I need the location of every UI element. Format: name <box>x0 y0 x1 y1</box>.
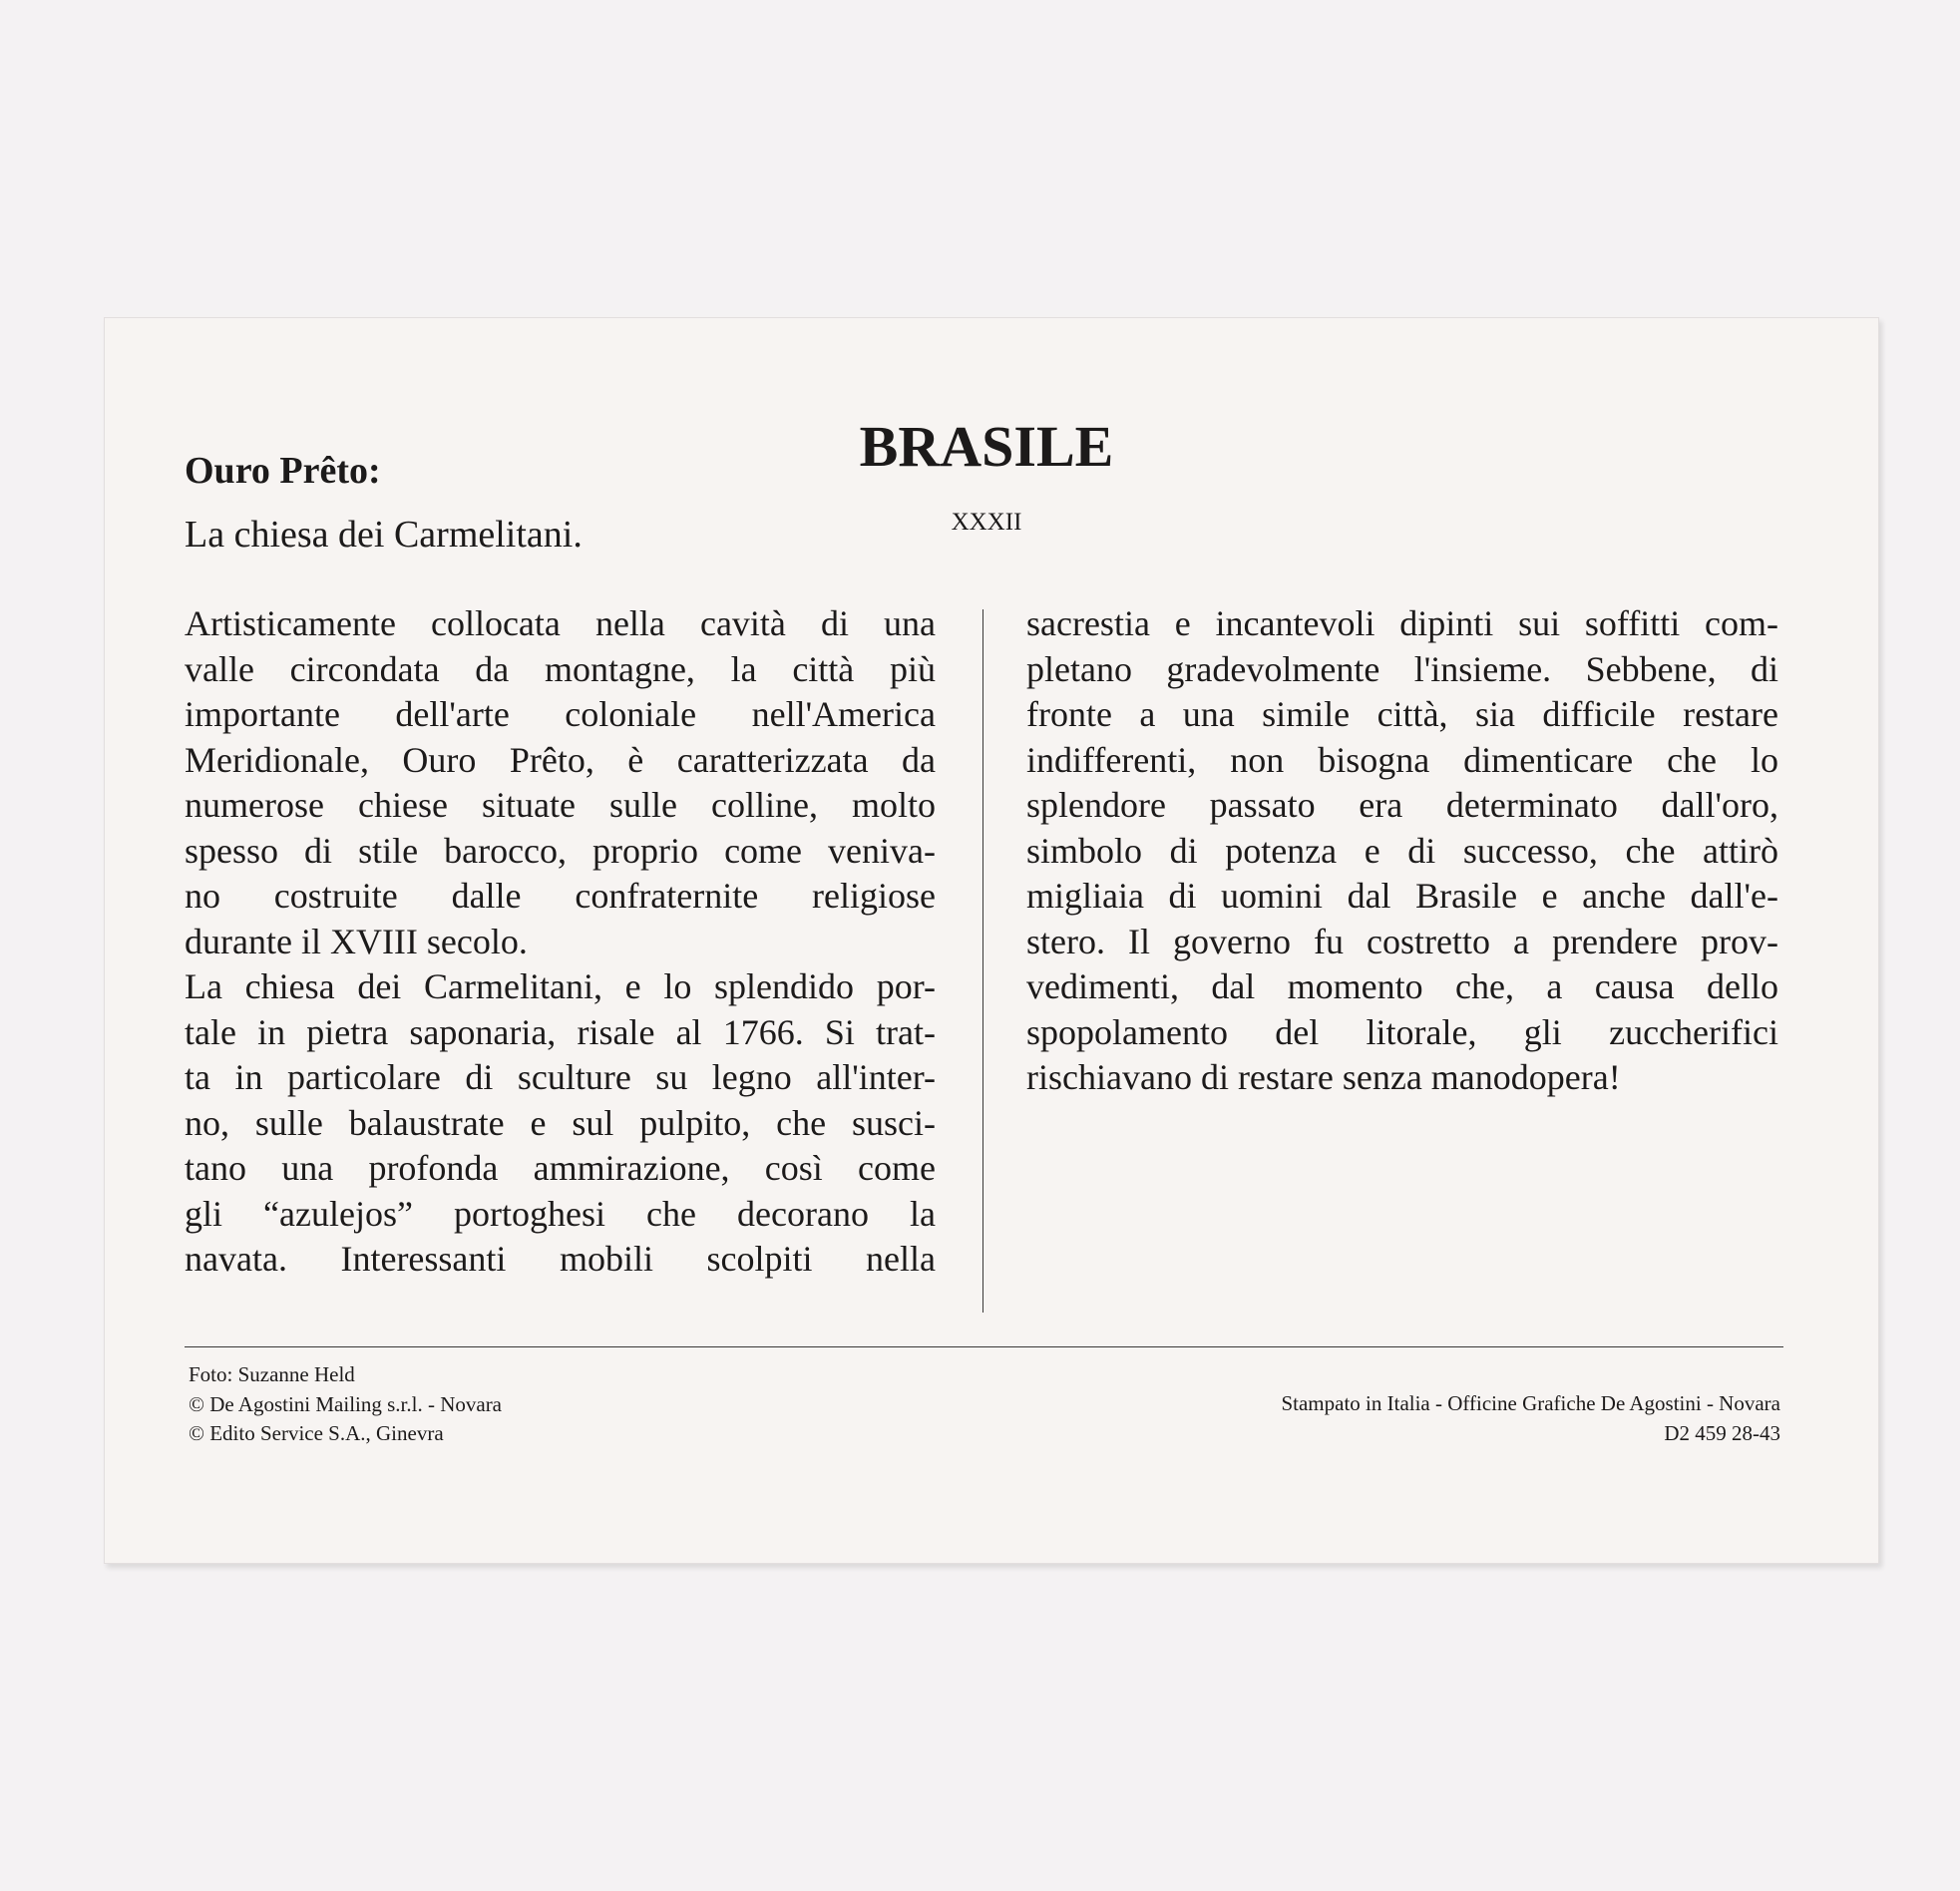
credits-block <box>189 1360 502 1449</box>
text-line: stero. Il governo fu costretto a prendere prov- <box>1026 921 1778 961</box>
country-title: BRASILE <box>859 414 1114 479</box>
text-line: tano una profonda ammirazione, così come <box>185 1148 936 1188</box>
printer-block <box>1281 1389 1780 1448</box>
text-line: numerose chiese situate sulle colline, molto <box>185 785 936 825</box>
text-line: pletano gradevolmente l'insieme. Sebbene, di <box>1026 648 1778 689</box>
text-line: ta in particolare di sculture su legno all'inter- <box>185 1057 936 1097</box>
text-line: indifferenti, non bisogna dimenticare che lo <box>1026 739 1778 780</box>
text-line: migliaia di uomini dal Brasile e anche dall'e- <box>1026 876 1778 916</box>
text-line: rischiavano di restare senza manodopera! <box>1026 1057 1621 1097</box>
text-line: tale in pietra saponaria, risale al 1766. Si trat- <box>185 1011 936 1052</box>
subtitle: La chiesa dei Carmelitani. <box>185 514 583 556</box>
body-text-left-column <box>185 601 936 1283</box>
column-divider <box>982 609 983 1313</box>
printer-info: Stampato in Italia - Officine Grafiche De Agostini - Novara <box>1281 1391 1780 1415</box>
text-line: importante dell'arte coloniale nell'America <box>185 694 936 734</box>
text-line: fronte a una simile città, sia difficile restare <box>1026 694 1778 734</box>
text-line: spesso di stile barocco, proprio come veniva- <box>185 830 936 871</box>
body-text-right-column <box>1026 601 1778 1101</box>
text-line: sacrestia e incantevoli dipinti sui soffitti com- <box>1026 603 1778 643</box>
text-line: gli “azulejos” portoghesi che decorano la <box>185 1193 936 1234</box>
text-line: valle circondata da montagne, la città più <box>185 648 936 689</box>
text-line: navata. Interessanti mobili scolpiti nella <box>185 1239 936 1279</box>
text-line: spopolamento del litorale, gli zuccherifici <box>1026 1011 1778 1052</box>
postcard-back <box>104 317 1879 1564</box>
copyright-line: © De Agostini Mailing s.r.l. - Novara <box>189 1391 503 1416</box>
text-line: no, sulle balaustrate e sul pulpito, che susci- <box>185 1102 936 1143</box>
text-line: La chiesa dei Carmelitani, e lo splendido por- <box>185 966 936 1006</box>
text-line: Artisticamente collocata nella cavità di una <box>185 603 936 643</box>
product-code: D2 459 28-43 <box>1664 1420 1780 1445</box>
photo-credit: Foto: Suzanne Held <box>189 1362 355 1386</box>
footer-divider <box>185 1346 1783 1347</box>
volume-number: XXXII <box>951 509 1022 536</box>
text-line: vedimenti, dal momento che, a causa dello <box>1026 966 1778 1006</box>
text-line: durante il XVIII secolo. <box>185 921 528 961</box>
text-line: Meridionale, Ouro Prêto, è caratterizzata da <box>185 739 936 780</box>
text-line: simbolo di potenza e di successo, che attirò <box>1026 830 1778 871</box>
text-line: no costruite dalle confraternite religiose <box>185 876 936 916</box>
copyright-line: © Edito Service S.A., Ginevra <box>189 1421 444 1445</box>
text-line: splendore passato era determinato dall'oro, <box>1026 785 1778 825</box>
location-heading: Ouro Prêto: <box>185 450 381 492</box>
